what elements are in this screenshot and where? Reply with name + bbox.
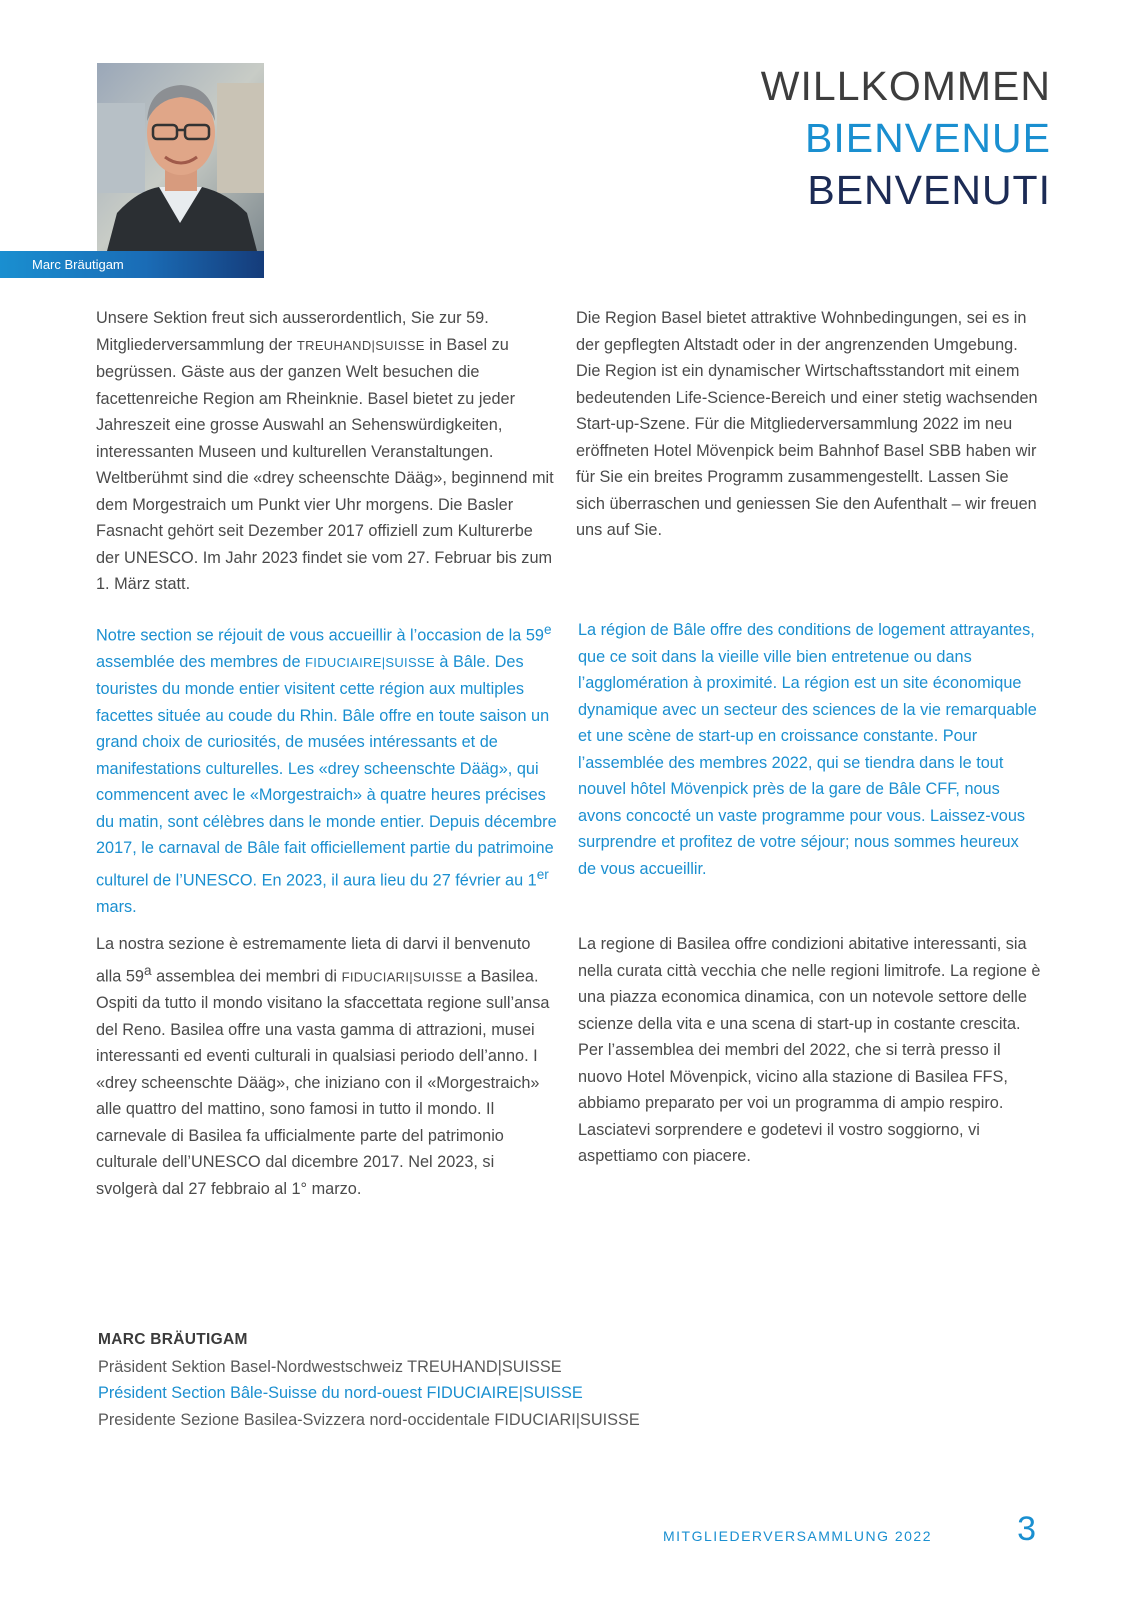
paragraph-it-left [96,931,558,1202]
text-segment: a Basilea. Ospiti da tutto il mondo visitano la sfaccettata regione sull’ansa del Reno. Basilea offre una vasta gamma di attrazioni, musei interessanti ed eventi culturali in qualsiasi periodo dell’anno. I «drey scheenschte Dääg», che iniziano con il «Morgestraich» alle quattro del mattino, sono famosi in tutto il mondo. Il carnevale di Basilea fa ufficialmente parte del patrimonio culturale dell’UNESCO dal dicembre 2017. Nel 2023, si svolgerà dal 27 febbraio al 1° marzo. [96,966,550,1198]
portrait-photo [97,63,264,251]
text-segment: assemblée des membres de [96,652,306,671]
superscript: er [536,866,549,882]
headline-de: WILLKOMMEN [760,63,1051,109]
photo-caption: Marc Bräutigam [0,251,264,278]
text-segment: Notre section se réjouit de vous accueillir à l’occasion de la 59 [96,626,544,645]
text-segment: assemblea dei membri di [151,966,342,985]
signature-title-it: Presidente Sezione Basilea-Svizzera nord-occidentale FIDUCIARI|SUISSE [98,1410,640,1429]
text-segment: à Bâle. Des touristes du monde entier visitent cette région aux multiples facettes située au coude du Rhin. Bâle offre en toute saison un grand choix de curiosités, de musées intéressants et de manifestations culturelles. Les «drey scheenschte Dääg», qui commencent avec le «Morgestraich» à quatre heures précises du matin, sont célèbres dans le monde entier. Depuis décembre 2017, le carnaval de Bâle fait officiellement partie du patrimoine culturel de l’UNESCO. En 2023, il aura lieu du 27 février au 1 [96,652,557,890]
paragraph-it-right: La regione di Basilea offre condizioni abitative interessanti, sia nella curata città vecchia che nelle regioni limitrofe. La regione è una piazza economica dinamica, con un notevole settore delle scienze della vita e una scena di start-up in costante crescita. Per l’assemblea dei membri del 2022, che si terrà presso il nuovo Hotel Mövenpick, vicino alla stazione di Basilea FFS, abbiamo preparato per voi un programma di ampio respiro. Lasciatevi sorprendere e godetevi il vostro soggiorno, vi aspettiamo con piacere. [578,935,1041,1165]
signature-title-de: Präsident Sektion Basel-Nordwestschweiz TREUHAND|SUISSE [98,1357,562,1376]
org-name: FIDUCIARI|SUISSE [341,968,463,984]
headline-fr: BIENVENUE [805,115,1051,161]
footer-label: MITGLIEDERVERSAMMLUNG 2022 [662,1528,932,1544]
paragraph-de-left [96,305,558,598]
text-segment: in Basel zu begrüssen. Gäste aus der ganzen Welt besuchen die facettenreiche Region am Rheinknie. Basel bietet zu jeder Jahreszeit eine grosse Auswahl an Sehenswürdigkeiten, interessanten Museen und kulturellen Veranstaltungen. Weltberühmt sind die «drey scheenschte Dääg», beginnend mit dem Morgestraich um Punkt vier Uhr morgens. Die Basler Fasnacht gehört seit Dezember 2017 offiziell zum Kulturerbe der UNESCO. Im Jahr 2023 findet sie vom 27. Februar bis zum 1. März statt. [96,335,554,593]
org-name: TREUHAND|SUISSE [296,337,425,353]
paragraph-fr-right: La région de Bâle offre des conditions de logement attrayantes, que ce soit dans la vieille ville bien entretenue ou dans l’agglomération à proximité. La région est un site économique dynamique avec un secteur des sciences de la vie remarquable et une scène de start-up en croissance constante. Pour l’assemblée des membres 2022, qui se tiendra dans le tout nouvel hôtel Mövenpick près de la gare de Bâle CFF, nous avons concocté un vaste programme pour vous. Laissez-vous surprendre et profitez de votre séjour; nous sommes heureux de vous accueillir. [578,621,1037,878]
text-segment: mars. [96,897,137,916]
signature-block [98,1327,640,1433]
text-segment: Unsere Sektion freut sich ausserordentlich, Sie zur 59. Mitgliederversammlung der [96,309,489,354]
headline [761,60,1051,216]
superscript: e [543,622,552,637]
signature-title-fr: Président Section Bâle-Suisse du nord-ouest FIDUCIAIRE|SUISSE [98,1384,583,1402]
text-segment: La nostra sezione è estremamente lieta di darvi il benvenuto alla 59 [96,935,531,985]
headline-it: BENVENUTI [807,167,1051,213]
paragraph-de-right: Die Region Basel bietet attraktive Wohnbedingungen, sei es in der gepflegten Altstadt oder in der angrenzenden Umgebung. Die Region ist ein dynamischer Wirtschaftsstandort mit einem bedeutenden Life-Science-Bereich und einer stetig wachsenden Start-up-Szene. Für die Mitgliederversammlung 2022 im neu eröffneten Hotel Mövenpick beim Bahnhof Basel SBB haben wir für Sie ein breites Programm zusammengestellt. Lassen Sie sich überraschen und geniessen Sie den Aufenthalt – wir freuen uns auf Sie. [576,309,1038,539]
superscript: a [143,962,152,978]
page-number: 3 [1017,1510,1036,1548]
signature-name: MARC BRÄUTIGAM [98,1331,248,1348]
org-name: FIDUCIAIRE|SUISSE [305,654,435,670]
paragraph-fr-left [96,617,562,920]
